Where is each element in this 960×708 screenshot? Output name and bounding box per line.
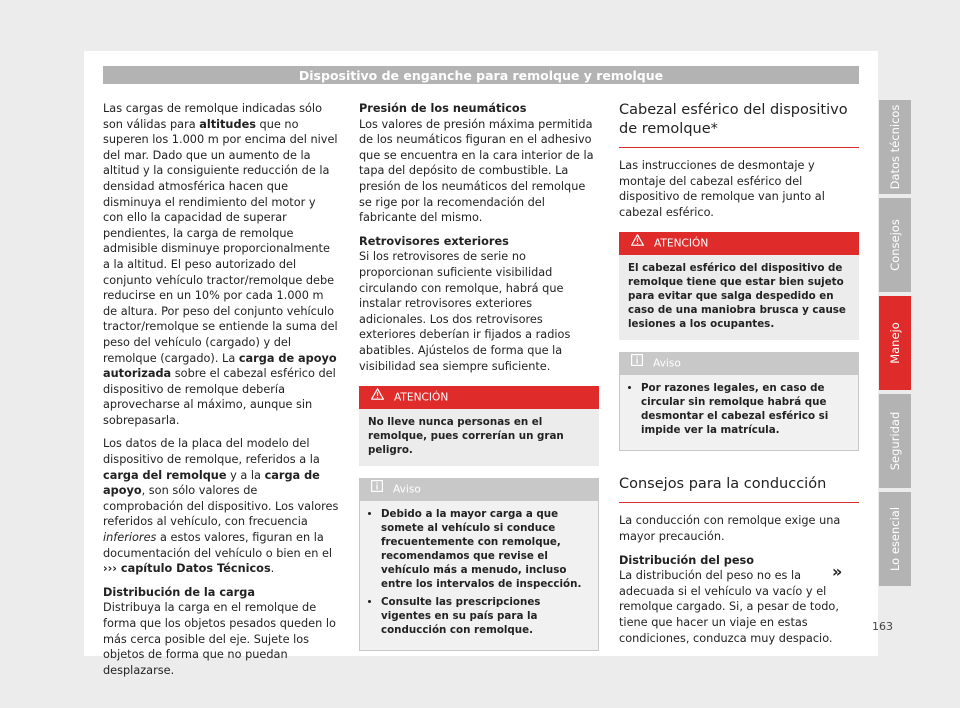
paragraph-placa: Los datos de la placa del modelo del dispositivo de remolque, referidos a la carga del remolque y a la carga de apoyo, son sólo valores de comprobación del dispositivo. Los valores referidos al vehículo, con frecuencia inferiores a estos valores, figuran en la documentación del vehículo o bien en el ››› capítulo Datos Técnicos. [103, 437, 339, 576]
warning-header: ATENCIÓN [359, 386, 599, 409]
warning-header: ATENCIÓN [619, 232, 859, 255]
tab-datos-tecnicos[interactable]: Datos técnicos [879, 100, 911, 194]
list-item: • Debido a la mayor carga a que somete al vehículo si conduce frecuentemente con remolque, recomendamos que revise el vehículo más a menudo, incluso entre los intervalos de inspección. [381, 507, 589, 591]
warning-box [359, 386, 599, 466]
list-item: • Consulte las prescripciones vigentes en su país para la conducción con remolque. [381, 595, 589, 637]
heading-distribucion-peso: Distribución del peso [619, 553, 755, 567]
continue-arrow-icon: » [832, 562, 843, 581]
paragraph-cabezal: Las instrucciones de desmontaje y montaje del cabezal esférico del dispositivo de remolque van junto al cabezal esférico. [619, 159, 825, 219]
note-header: Aviso [619, 352, 859, 375]
section-title-consejos: Consejos para la conducción [619, 475, 859, 503]
paragraph-conduccion: La conducción con remolque exige una mayor precaución. [619, 514, 841, 543]
info-icon [371, 478, 383, 501]
list-item: • Por razones legales, en caso de circular sin remolque habrá que desmontar el cabezal esférico si impide ver la matrícula. [641, 381, 849, 437]
column-3 [619, 101, 859, 654]
column-1 [103, 101, 339, 686]
warning-triangle-icon [631, 232, 644, 255]
warning-text: No lleve nunca personas en el remolque, pues correrían un gran peligro. [359, 409, 599, 466]
tab-consejos[interactable]: Consejos [879, 198, 911, 292]
warning-box [619, 232, 859, 340]
page-number: 163 [872, 620, 893, 633]
note-header: Aviso [359, 478, 599, 501]
warning-triangle-icon [371, 386, 384, 409]
paragraph-altitudes: Las cargas de remolque indicadas sólo son válidas para altitudes que no superen los 1.000 m por encima del nivel del mar. Dado que un aumento de la altitud y la consiguiente reducción de la densidad atmosférica hacen que disminuya el rendimiento del motor y con ello la capacidad de superar pendientes, la carga de remolque admisible disminuye proporcionalmente a la altitud. El peso autorizado del conjunto vehículo tractor/remolque debe reducirse en un 10% por cada 1.000 m de altura. Por peso del conjunto vehículo tractor/remolque se entiende la suma del peso del vehículo (cargado) y del remolque (cargado). La carga de apoyo autorizada sobre el cabezal esférico del dispositivo de remolque debería aprovecharse al máximo, aunque sin sobrepasarla. [103, 102, 338, 427]
paragraph-presion: Los valores de presión máxima permitida de los neumáticos figuran en el adhesivo que se encuentra en la cara interior de la tapa del depósito de combustible. La presión de los neumáticos del remolque se rige por la recomendación del fabricante del mismo. [359, 117, 594, 225]
info-icon [631, 352, 643, 375]
heading-presion: Presión de los neumáticos [359, 102, 527, 115]
note-box [619, 352, 859, 451]
warning-text: El cabezal esférico del dispositivo de remolque tiene que estar bien sujeto para evitar que salga despedido en caso de una maniobra brusca y cause lesiones a los ocupantes. [619, 255, 859, 340]
note-box [359, 478, 599, 651]
heading-distribucion-carga: Distribución de la carga [103, 585, 255, 599]
link-datos-tecnicos[interactable]: ››› capítulo Datos Técnicos [103, 562, 271, 576]
paragraph-distribucion-carga: Distribuya la carga en el remolque de forma que los objetos pesados queden lo más cerca posible del eje. Sujete los objetos de forma que no puedan desplazarse. [103, 601, 336, 677]
note-list [369, 507, 589, 637]
heading-retrovisores: Retrovisores exteriores [359, 234, 509, 248]
page-header: Dispositivo de enganche para remolque y remolque [103, 66, 859, 84]
paragraph-distribucion-peso: La distribución del peso no es la adecuada si el vehículo va vacío y el remolque cargado. Si, a pesar de todo, tiene que hacer un viaje en estas condiciones, conduzca muy despacio. [619, 569, 839, 645]
tab-lo-esencial[interactable]: Lo esencial [879, 492, 911, 586]
section-title-cabezal: Cabezal esférico del dispositivo de remolque* [619, 101, 859, 148]
column-2 [359, 101, 599, 663]
note-list [629, 381, 849, 437]
tab-seguridad[interactable]: Seguridad [879, 394, 911, 488]
paragraph-retrovisores: Si los retrovisores de serie no proporcionan suficiente visibilidad circulando con remolque, habrá que instalar retrovisores exteriores adicionales. Los dos retrovisores exteriores deberían ir fijados a radios abatibles. Ajústelos de forma que la visibilidad sea siempre suficiente. [359, 250, 571, 373]
tab-manejo[interactable]: Manejo [879, 296, 911, 390]
